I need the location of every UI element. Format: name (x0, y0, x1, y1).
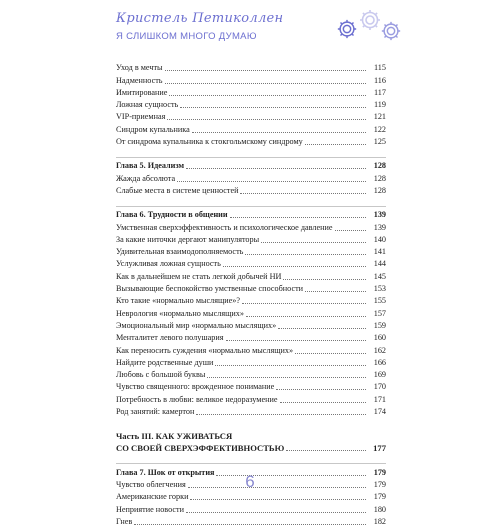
toc-entry (116, 295, 386, 307)
toc-entry-title: Услужливая ложная сущность (116, 259, 221, 269)
toc-entry-title: Неприятие новости (116, 504, 184, 514)
toc-entry (116, 136, 386, 148)
toc-entry-page: 153 (373, 284, 386, 294)
toc-entry-title: Менталитет левого полушария (116, 333, 224, 343)
toc-entry (116, 74, 386, 86)
toc-entry-title: Ложная сущность (116, 100, 179, 110)
toc-entry-title: Как в дальнейшем не стать легкой добычей НИ (116, 271, 282, 281)
gear-icon (380, 20, 402, 42)
toc-entry (116, 123, 386, 135)
toc-entry-title: Как переносить суждения «нормально мыслящих» (116, 345, 294, 355)
toc-entry-page: 144 (373, 259, 386, 269)
toc-entry-title: Род занятий: камертон (116, 407, 195, 417)
toc-entry-title: Надменность (116, 75, 163, 85)
divider (116, 157, 386, 158)
toc-entry-page: 169 (373, 370, 386, 380)
toc-entry (116, 369, 386, 381)
toc-entry-title: Эмоциональный мир «нормально мыслящих» (116, 320, 277, 330)
toc-chapter-6: Глава 6. Трудности в общении 139 (116, 210, 386, 220)
toc-entry-page: 122 (373, 124, 386, 134)
toc-entry-page: 139 (373, 222, 386, 232)
running-header (0, 0, 500, 50)
toc-entry-page: 117 (374, 87, 386, 97)
toc-entry-title: VIP-приемная (116, 112, 166, 122)
toc-entry-page: 121 (373, 112, 386, 122)
gears-logo (336, 6, 404, 46)
toc-entry (116, 320, 386, 332)
book-title: Я СЛИШКОМ МНОГО ДУМАЮ (116, 31, 257, 42)
toc-entry-page: 145 (373, 271, 386, 281)
toc-entry-page: 179 (373, 492, 386, 502)
toc-entry (116, 381, 386, 393)
toc-entry-title: Уход в мечты (116, 63, 163, 73)
page-number: 6 (245, 472, 255, 491)
toc-entry-title: Потребность в любви: великое недоразумение (116, 394, 278, 404)
toc-entry-page: 115 (374, 63, 386, 73)
toc-entry-title: Найдите родственные души (116, 357, 214, 367)
toc-entry-page: 141 (373, 247, 386, 257)
toc-entry-title: Любовь с большой буквы (116, 370, 206, 380)
toc-entry-page: 128 (373, 173, 386, 183)
gear-icon (358, 8, 382, 32)
toc-entry-page: 157 (373, 308, 386, 318)
toc-entry-title: Синдром купальника (116, 124, 190, 134)
toc-entry-title: Чувство священного: врожденное понимание (116, 382, 275, 392)
toc-entry (116, 344, 386, 356)
toc-entry-page: 116 (374, 75, 386, 85)
author-name: Кристель Петиколлен (116, 11, 284, 26)
toc-entry-title: Гнев (116, 516, 133, 526)
toc-entry (116, 62, 386, 74)
toc-entry (116, 99, 386, 111)
toc-entry (116, 185, 386, 197)
divider (116, 206, 386, 207)
toc-entry-page: 119 (374, 100, 386, 110)
toc-entry-title: Кто такие «нормально мыслящие»? (116, 296, 241, 306)
toc-entry (116, 503, 386, 515)
toc-chapter-7: Глава 7. Шок от открытия 179 (116, 467, 386, 477)
toc-entry (116, 307, 386, 319)
toc-entry-page: 179 (373, 479, 386, 489)
toc-entry-page: 174 (373, 407, 386, 417)
toc-part-3: Часть III. КАК УЖИВАТЬСЯ СО СВОЕЙ СВЕРХЭФФЕКТИВНОСТЬЮ 177 (116, 431, 386, 454)
toc-entry-title: Жажда абсолюта (116, 173, 176, 183)
toc-group-1 (116, 62, 386, 148)
toc-entry-page: 128 (373, 185, 386, 195)
toc-entry-page: 180 (373, 504, 386, 514)
toc-group-3 (116, 221, 386, 418)
toc-group-2 (116, 172, 386, 197)
toc-entry-page: 140 (373, 234, 386, 244)
toc-entry (116, 172, 386, 184)
toc-entry (116, 87, 386, 99)
toc-entry (116, 393, 386, 405)
toc-entry-page: 160 (373, 333, 386, 343)
toc-entry-page: 170 (373, 382, 386, 392)
toc-entry (116, 246, 386, 258)
toc-entry-title: Умственная сверхэффективность и психологическое давление (116, 222, 333, 232)
toc-entry (116, 406, 386, 418)
toc-entry-title: Неврология «нормально мыслящих» (116, 308, 244, 318)
toc-chapter-5: Глава 5. Идеализм 128 (116, 161, 386, 171)
toc-entry-title: Удивительная взаимодополняемость (116, 247, 244, 257)
toc-entry-page: 125 (373, 137, 386, 147)
toc-entry-title: Американские горки (116, 492, 189, 502)
toc-entry-title: От синдрома купальника к стокгольмскому синдрому (116, 137, 303, 147)
toc-entry-page: 159 (373, 320, 386, 330)
gear-icon (336, 18, 358, 40)
toc-entry (116, 332, 386, 344)
toc-entry-title: Вызывающие беспокойство умственные способности (116, 284, 304, 294)
toc-entry-title: За какие ниточки дергают манипуляторы (116, 234, 260, 244)
toc-entry (116, 258, 386, 270)
toc-entry (116, 357, 386, 369)
toc-entry (116, 221, 386, 233)
toc-entry-title: Слабые места в системе ценностей (116, 185, 239, 195)
toc-entry-page: 182 (373, 516, 386, 526)
toc-entry-title: Чувство облегчения (116, 479, 186, 489)
toc-entry (116, 270, 386, 282)
toc-entry-title: Имитирование (116, 87, 168, 97)
toc-entry-page: 166 (373, 357, 386, 367)
toc-entry (116, 234, 386, 246)
toc-entry-page: 162 (373, 345, 386, 355)
toc-entry (116, 283, 386, 295)
toc-entry-page: 155 (373, 296, 386, 306)
toc-entry-page: 171 (373, 394, 386, 404)
toc-entry (116, 491, 386, 503)
toc-entry (116, 111, 386, 123)
table-of-contents (116, 62, 386, 528)
toc-entry (116, 516, 386, 528)
divider (116, 463, 386, 464)
